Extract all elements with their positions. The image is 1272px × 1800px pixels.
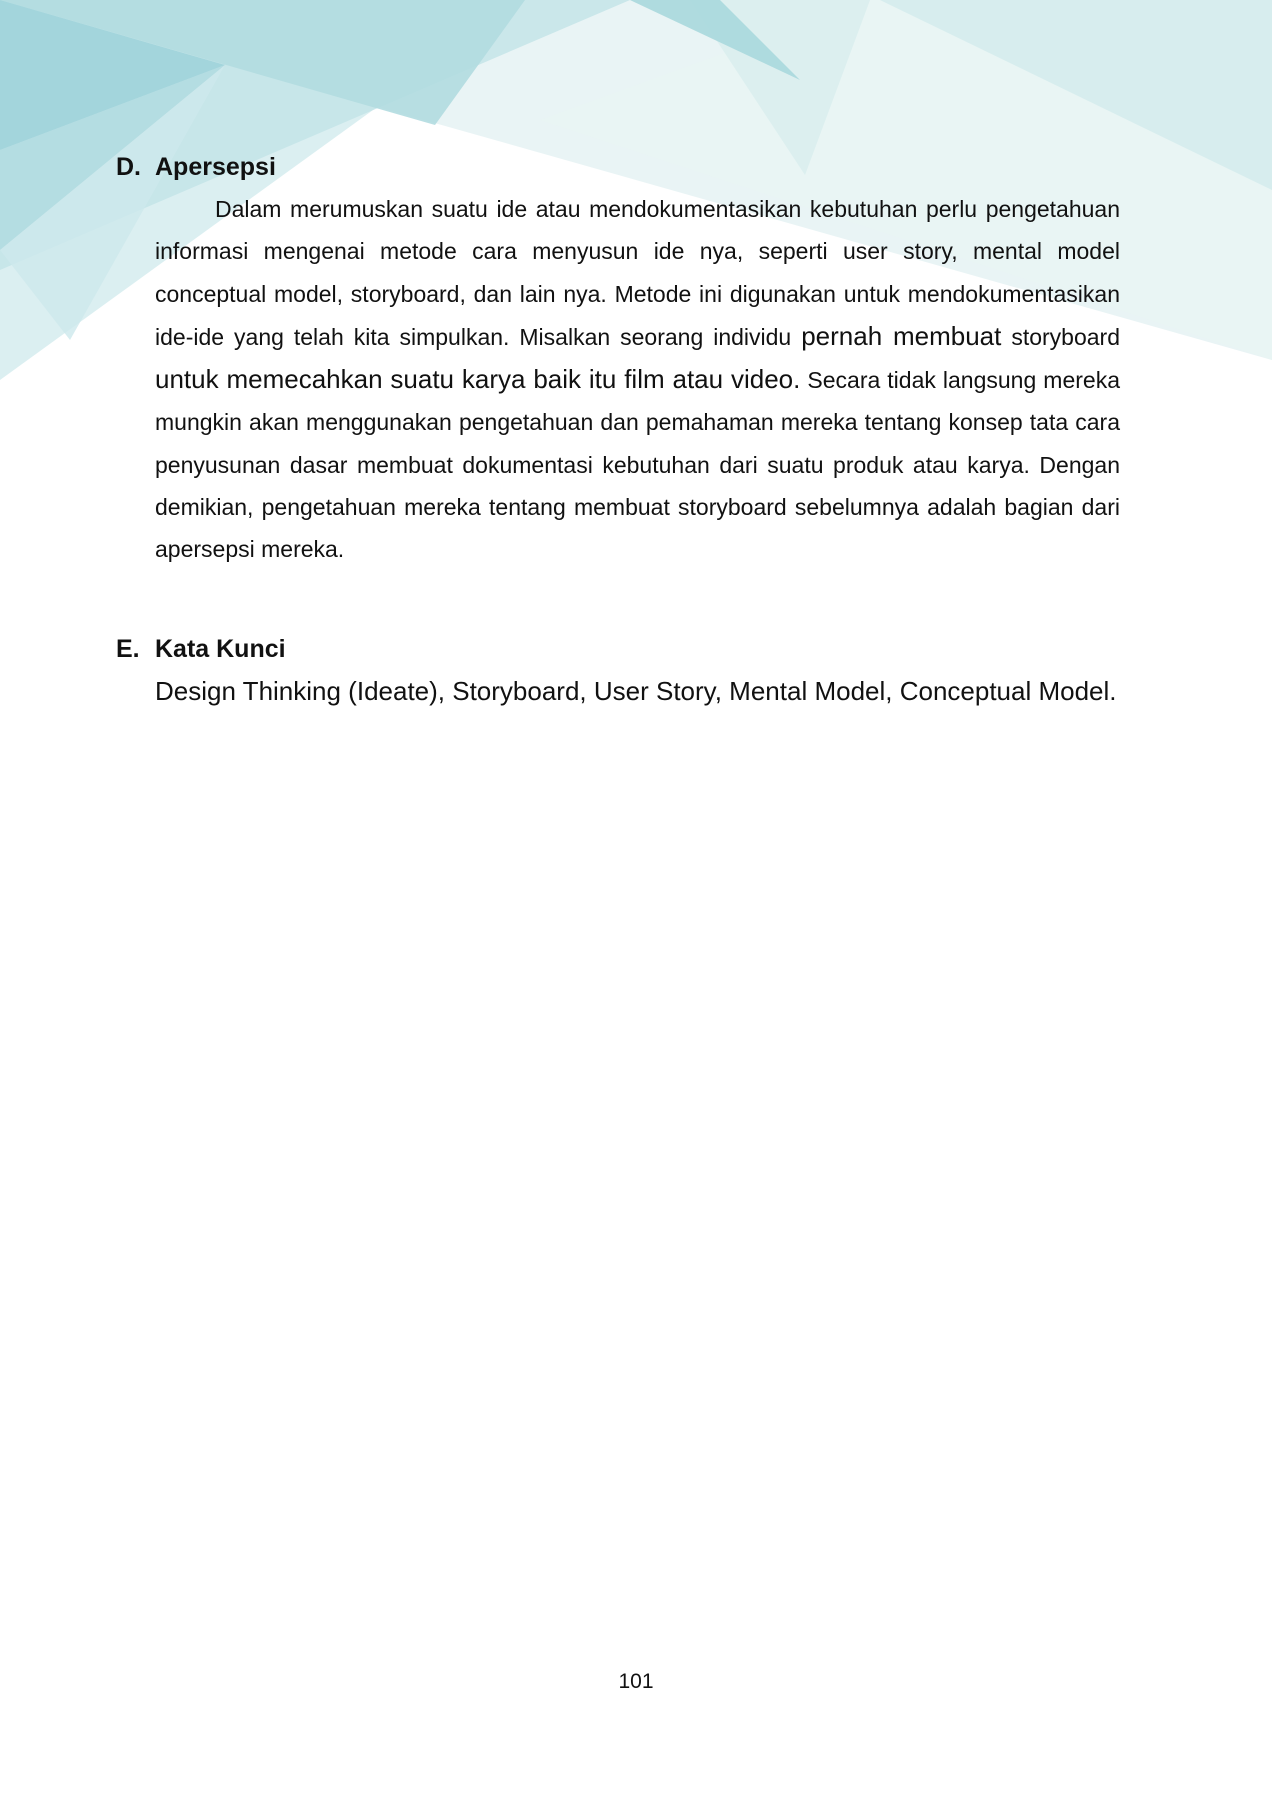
page-number: 101 [618, 1670, 654, 1693]
section-apersepsi [116, 150, 1120, 571]
section-title: Kata Kunci [155, 635, 286, 663]
section-heading [116, 150, 1120, 184]
paragraph-text-large: pernah membuat [801, 320, 1002, 351]
paragraph-text: storyboard [1001, 323, 1121, 350]
section-heading [116, 632, 1120, 666]
section-kata-kunci [116, 632, 1120, 710]
keywords-text: Design Thinking (Ideate), Storyboard, User Story, Mental Model, Conceptual Model. [155, 676, 1117, 706]
section-title: Apersepsi [155, 153, 276, 181]
apersepsi-paragraph [155, 188, 1120, 571]
paragraph-text: Secara tidak langsung mereka mungkin akan menggunakan pengetahuan dan pemahaman mereka tentang konsep tata cara penyusunan dasar membuat dokumentasi kebutuhan dari suatu produk atau karya. Dengan demikian, pengetahuan mereka tentang membuat storyboard sebelumnya adalah bagian dari apersepsi mereka. [155, 367, 1120, 563]
paragraph-text-large: untuk memecahkan suatu karya baik itu film atau video. [155, 364, 801, 395]
section-letter: D. [116, 153, 141, 181]
section-letter: E. [116, 635, 140, 663]
paragraph-text: Dalam merumuskan suatu ide atau mendokumentasikan kebutuhan perlu pengetahuan informasi mengenai metode cara menyusun ide nya, seperti user story, mental model conceptual model, storyboard, dan lain nya. Metode ini digunakan untuk mendokumentasikan ide-ide yang telah kita simpulkan. Misalkan seorang individu [155, 196, 1120, 350]
